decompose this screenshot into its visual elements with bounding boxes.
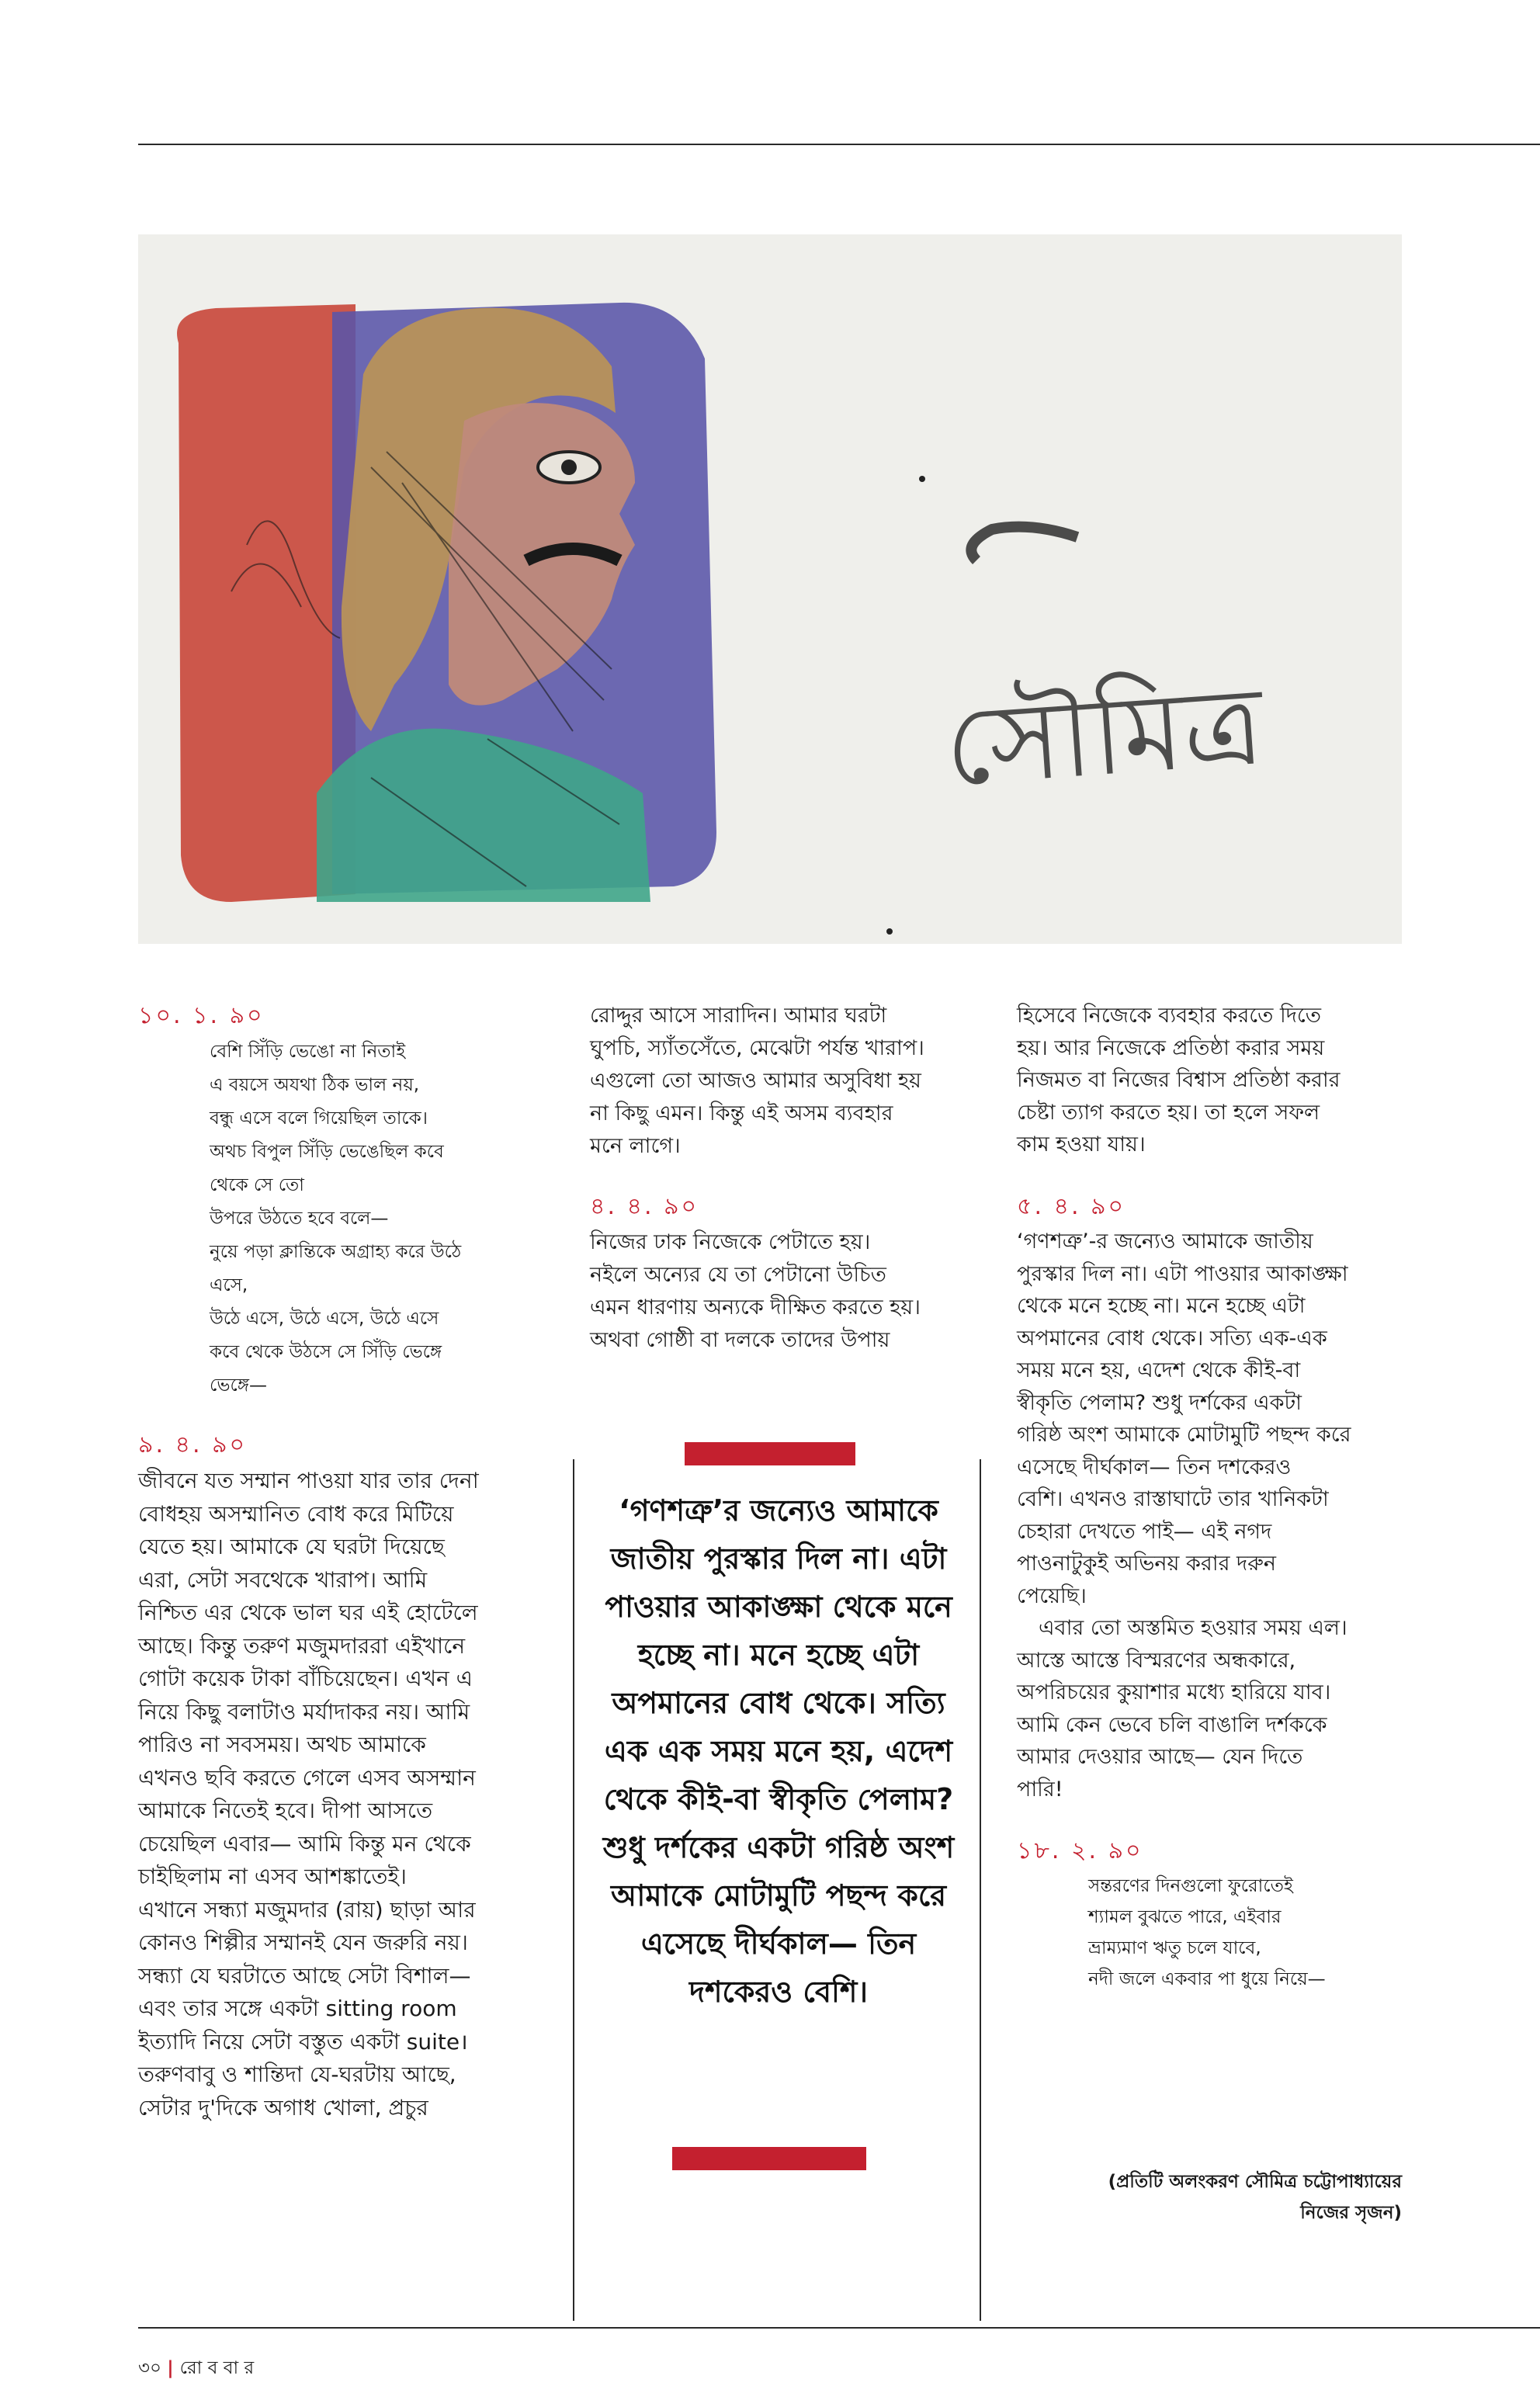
text-line: নিশ্চিত এর থেকে ভাল ঘর এই হোটেলে: [138, 1600, 478, 1625]
text-line: ‘গণশত্রু’-র জন্যেও আমাকে জাতীয়: [1017, 1229, 1313, 1254]
text-line: এখনও ছবি করতে গেলে এসব অসম্মান: [138, 1764, 476, 1791]
text-line: যেতে হয়। আমাকে যে ঘরটা দিয়েছে: [138, 1534, 445, 1559]
text-line: অথবা গোষ্ঠী বা দলকে তাদের উপায়: [590, 1328, 890, 1352]
page-number: ৩০: [138, 2358, 161, 2378]
continued-paragraph: [1017, 1000, 1420, 1161]
entry-date: ৯. ৪. ৯০: [138, 1431, 248, 1458]
column-1: [138, 1000, 542, 2124]
poem-line: অথচ বিপুল সিঁড়ি ভেঙেছিল কবে: [210, 1142, 444, 1162]
text-line: হিসেবে নিজেকে ব্যবহার করতে দিতে: [1017, 1004, 1322, 1028]
text-line: আমি কেন ভেবে চলি বাঙালি দর্শককে: [1017, 1712, 1327, 1737]
magazine-name: রো ব বা র: [179, 2358, 255, 2378]
text-line: এগুলো তো আজও আমার অসুবিধা হয়: [590, 1069, 921, 1093]
text-line: চাইছিলাম না এসব আশঙ্কাতেই।: [138, 1864, 407, 1889]
poem-line: ভেঙ্গে—: [210, 1375, 267, 1396]
text-line: জীবনে যত সম্মান পাওয়া যার তার দেনা: [138, 1468, 479, 1493]
text-line: এমন ধারণায় অন্যকে দীক্ষিত করতে হয়।: [590, 1295, 921, 1320]
text-line: বেশি। এখনও রাস্তাঘাটে তার খানিকটা: [1017, 1487, 1329, 1511]
text-line: চেষ্টা ত্যাগ করতে হয়। তা হলে সফল: [1017, 1100, 1320, 1125]
poem-line: নদী জলে একবার পা ধুয়ে নিয়ে—: [1088, 1968, 1326, 1989]
text-line: রোদ্দুর আসে সারাদিন। আমার ঘরটা: [590, 1004, 887, 1028]
text-line: সময় মনে হয়, এদেশ থেকে কীই-বা: [1017, 1358, 1301, 1382]
pull-quote-top-bar: [685, 1442, 855, 1465]
text-line: আমাকে নিতেই হবে। দীপা আসতে: [138, 1798, 433, 1823]
text-line: মনে লাগে।: [590, 1134, 681, 1158]
poem-line: ভ্রাম্যমাণ ঋতু চলে যাবে,: [1088, 1937, 1261, 1958]
text-line: কাম হওয়া যায়।: [1017, 1132, 1146, 1157]
poem-line: কবে থেকে উঠসে সে সিঁড়ি ভেঙ্গে: [210, 1342, 442, 1362]
poem-line: উঠে এসে, উঠে এসে, উঠে এসে: [210, 1309, 439, 1329]
poem-line: বেশি সিঁড়ি ভেঙো না নিতাই: [210, 1042, 406, 1062]
artist-signature: সৌমিত্র: [941, 662, 1268, 812]
diary-paragraph: [1017, 1226, 1420, 1805]
text-line: ঘুপচি, স্যাঁতসেঁতে, মেঝেটা পর্যন্ত খারাপ।: [590, 1036, 924, 1060]
column-3: [1017, 1000, 1420, 1995]
text-line: সন্ধ্যা যে ঘরটাতে আছে সেটা বিশাল—: [138, 1962, 471, 1989]
text-line: চেয়েছিল এবার— আমি কিন্তু মন থেকে: [138, 1830, 471, 1857]
text-line: গরিষ্ঠ অংশ আমাকে মোটামুটি পছন্দ করে: [1017, 1423, 1351, 1447]
page-footer: [138, 2353, 254, 2384]
top-rule: [138, 144, 1540, 145]
poem-line: এ বয়সে অযথা ঠিক ভাল নয়,: [210, 1075, 420, 1095]
poem-line: উপরে উঠতে হবে বলে—: [210, 1209, 389, 1229]
pull-quote-bottom-bar: [672, 2147, 866, 2170]
poem-line: নুয়ে পড়া ক্লান্তিকে অগ্রাহ্য করে উঠে: [210, 1242, 462, 1262]
portrait-drawing: [138, 234, 1402, 944]
entry-date: ১৮. ২. ৯০: [1017, 1837, 1143, 1864]
pull-quote: ‘গণশত্রু’র জন্যেও আমাকে জাতীয় পুরস্কার দিল না। এটা পাওয়ার আকাঙ্ক্ষা থেকে মনে হচ্ছে না। মনে হচ্ছে এটা অপমানের বোধ থেকে। সত্যি এক এক সময় মনে হয়, এদেশ থেকে কীই-বা স্বীকৃতি পেলাম? শুধু দর্শকের একটা গরিষ্ঠ অংশ আমাকে মোটামুটি পছন্দ করে এসেছে দীর্ঘকাল— তিন দশকেরও বেশি।: [602, 1493, 955, 2009]
text-line: হয়। আর নিজেকে প্রতিষ্ঠা করার সময়: [1017, 1035, 1325, 1060]
text-line: তরুণবাবু ও শান্তিদা যে-ঘরটায় আছে,: [138, 2062, 456, 2087]
poem-line: থেকে সে তো: [210, 1175, 304, 1195]
footer-separator: |: [167, 2358, 180, 2378]
poem-block: [138, 1035, 542, 1403]
credit-line: (প্রতিটি অলংকরণ সৌমিত্র চট্টোপাধ্যায়ের: [1108, 2172, 1402, 2192]
bottom-rule: [138, 2327, 1540, 2329]
text-line: পারি!: [1017, 1777, 1063, 1802]
text-line: পাওনাটুকুই অভিনয় করার দরুন: [1017, 1552, 1277, 1576]
text-line: আমার দেওয়ার আছে— যেন দিতে: [1017, 1745, 1303, 1769]
diary-paragraph: [138, 1465, 542, 2124]
text-line: পেয়েছি।: [1017, 1583, 1087, 1608]
entry-date: ১০. ১. ৯০: [138, 1002, 265, 1029]
text-line: নিজের ঢাক নিজেকে পেটাতে হয়।: [590, 1230, 871, 1254]
text-line: চেহারা দেখতে পাই— এই নগদ: [1017, 1519, 1272, 1544]
text-line: অপরিচয়ের কুয়াশার মধ্যে হারিয়ে যাব।: [1017, 1680, 1331, 1705]
credit-line: নিজের সৃজন): [1300, 2203, 1402, 2223]
text-line: এবং তার সঙ্গে একটা sitting room: [138, 1996, 457, 2021]
poem-line: শ্যামল বুঝতে পারে, এইবার: [1088, 1906, 1282, 1927]
column-2: [590, 1000, 970, 1357]
text-line: নিয়ে কিছু বলাটাও মর্যাদাকর নয়। আমি: [138, 1698, 470, 1725]
poem-block: [1017, 1871, 1420, 1995]
poem-line: এসে,: [210, 1275, 248, 1295]
text-line: এরা, সেটা সবথেকে খারাপ। আমি: [138, 1566, 428, 1593]
entry-date: ৪. ৪. ৯০: [590, 1193, 699, 1220]
poem-line: বন্ধু এসে বলে গিয়েছিল তাকে।: [210, 1108, 428, 1129]
text-line: ইত্যাদি নিয়ে সেটা বস্তুত একটা suite।: [138, 2028, 468, 2055]
text-line: এসেছে দীর্ঘকাল— তিন দশকেরও: [1017, 1455, 1292, 1479]
text-line: গোটা কয়েক টাকা বাঁচিয়েছেন। এখন এ: [138, 1666, 473, 1691]
poem-line: সন্তরণের দিনগুলো ফুরোতেই: [1088, 1875, 1293, 1896]
text-line: নইলে অন্যের যে তা পেটানো উচিত: [590, 1263, 886, 1287]
text-line: সেটার দু'দিকে অগাধ খোলা, প্রচুর: [138, 2094, 428, 2121]
text-line: এবার তো অস্তমিত হওয়ার সময় এল।: [1039, 1616, 1348, 1640]
text-line: বোধহয় অসম্মানিত বোধ করে মিটিয়ে: [138, 1500, 454, 1527]
entry-date: ৫. ৪. ৯০: [1017, 1192, 1126, 1220]
continued-paragraph: [590, 1000, 970, 1163]
text-line: না কিছু এমন। কিন্তু এই অসম ব্যবহার: [590, 1101, 893, 1125]
text-line: অপমানের বোধ থেকে। সত্যি এক-এক: [1017, 1326, 1327, 1351]
text-line: স্বীকৃতি পেলাম? শুধু দর্শকের একটা: [1017, 1390, 1302, 1415]
text-line: থেকে মনে হচ্ছে না। মনে হচ্ছে এটা: [1017, 1294, 1306, 1318]
text-line: আছে। কিন্তু তরুণ মজুমদাররা এইখানে: [138, 1632, 466, 1659]
illustration-credit: [967, 2166, 1402, 2228]
column-divider-left: [573, 1459, 574, 2321]
portrait-illustration: [138, 234, 1402, 944]
text-line: এখানে সন্ধ্যা মজুমদার (রায়) ছাড়া আর: [138, 1896, 476, 1923]
diary-paragraph: [590, 1226, 970, 1357]
text-line: পারিও না সবসময়। অথচ আমাকে: [138, 1732, 426, 1757]
text-line: নিজমত বা নিজের বিশ্বাস প্রতিষ্ঠা করার: [1017, 1068, 1341, 1092]
text-line: আস্তে আস্তে বিস্মরণের অন্ধকারে,: [1017, 1648, 1296, 1673]
text-line: কোনও শিল্পীর সম্মানই যেন জরুরি নয়।: [138, 1930, 468, 1955]
text-line: পুরস্কার দিল না। এটা পাওয়ার আকাঙ্ক্ষা: [1017, 1261, 1348, 1286]
